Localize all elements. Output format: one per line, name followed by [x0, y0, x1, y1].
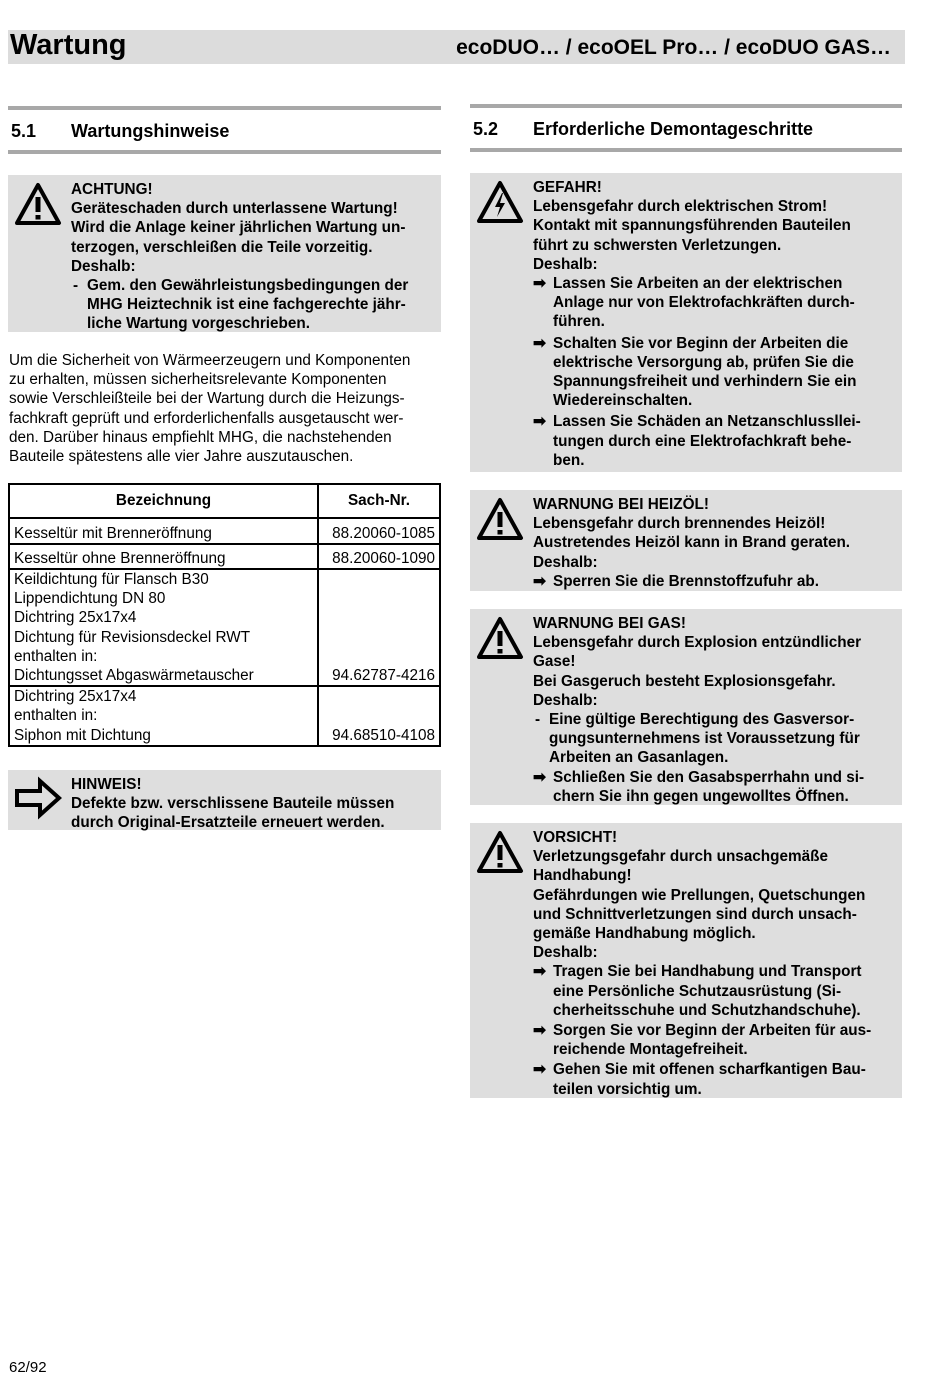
table-row [9, 569, 440, 686]
arrow-bullet-icon: ➡ [533, 1061, 546, 1079]
page-number: 62/92 [9, 1359, 47, 1376]
table-row [9, 518, 440, 544]
notice-text: VORSICHT! Verletzungsgefahr durch unsachgemäße Handhabung! Gefährdungen wie Prellungen, Quetschungen und Schnittverletzungen sind durch unsach- gemäße Handhabung möglich. Deshalb: ➡ Tragen Sie bei Handhabung und Transport eine Persönliche Schutzausrüstung (Si- cherheitsschuhe und Schutzhandschuhe). ➡ Sorgen Sie vor Beginn der Arbeiten für aus- reichende Montagefreiheit. ➡ Gehen Sie mit offenen scharfkantigen Bau- teilen vorsichtig um. [533, 828, 896, 1099]
column-header: Sach-Nr. [318, 484, 440, 518]
gefahr-notice [470, 173, 902, 472]
table-cell-desc: Keildichtung für Flansch B30 Lippendichtung DN 80 Dichtring 25x17x4 Dichtung für Revisionsdeckel RWT enthalten in: Dichtungsset Abgaswärmetauscher [9, 569, 318, 686]
list-item: - Gem. den Gewährleistungsbedingungen der MHG Heiztechnik ist eine fachgerechte jähr- liche Wartung vorgeschrieben. [73, 277, 409, 333]
warning-triangle-icon [476, 497, 524, 541]
intro-paragraph: Um die Sicherheit von Wärmeerzeugern und Komponenten zu erhalten, müssen sicherheitsrelevante Komponenten sowie Verschleißteile bei der Wartung durch die Heizungs- fachkraft geprüft und erforderlichenfalls ausgetauscht wer- den. Darüber hinaus empfiehlt MHG, die nachstehenden Bauteile spätestens alle vier Jahre auszutauschen. [9, 352, 411, 466]
notice-text [71, 180, 435, 334]
hinweis-notice [8, 770, 441, 830]
arrow-bullet-icon: ➡ [533, 768, 546, 786]
page-header [8, 30, 905, 64]
arrow-bullet-icon: ➡ [533, 572, 546, 590]
arrow-bullet-icon: ➡ [533, 963, 546, 981]
notice-line: Wird die Anlage keiner jährlichen Wartung un- [71, 219, 406, 237]
electric-hazard-icon [476, 180, 524, 224]
section-title: Wartungshinweise [71, 121, 230, 141]
vorsicht-notice [470, 823, 902, 1098]
notice-line: terzogen, verschleißen die Teile vorzeitig. [71, 238, 373, 256]
dash-bullet: - [73, 277, 79, 295]
list-item: ➡ Sperren Sie die Brennstoffzufuhr ab. [533, 572, 820, 590]
notice-line: ACHTUNG! [71, 181, 153, 198]
notice-text: WARNUNG BEI GAS! Lebensgefahr durch Explosion entzündlicher Gase! Bei Gasgeruch besteht Explosionsgefahr. Deshalb: - Eine gültige Berechtigung des Gasversor- gungsunternehmens ist Voraussetzung für Arbeiten an Gasanlagen. ➡ Schließen Sie den Gasabsperrhahn und si- chern Sie ihn gegen ungewolltes Öffnen. [533, 614, 896, 806]
notice-text: HINWEIS! Defekte bzw. verschlissene Bauteile müssen durch Original-Ersatzteile erneuert werden. [71, 776, 395, 832]
section-number: 5.2 [473, 119, 499, 139]
table-cell-nr: 94.68510-4108 [318, 686, 440, 746]
list-item: ➡ Tragen Sie bei Handhabung und Transport eine Persönliche Schutzausrüstung (Si- cherheitsschuhe und Schutzhandschuhe). [533, 963, 862, 1019]
product-title: ecoDUO… / ecoOEL Pro… / ecoDUO GAS… [456, 36, 891, 59]
warning-triangle-icon [476, 616, 524, 660]
arrow-bullet-icon: ➡ [533, 1022, 546, 1040]
chapter-title: Wartung [10, 29, 127, 61]
warning-triangle-icon [476, 830, 524, 874]
notice-text: WARNUNG BEI HEIZÖL! Lebensgefahr durch brennendes Heizöl! Austretendes Heizöl kann in Brand geraten. Deshalb: ➡ Sperren Sie die Brennstoffzufuhr ab. [533, 495, 896, 591]
achtung-notice [8, 175, 441, 332]
arrow-bullet-icon: ➡ [533, 334, 546, 352]
section-5-1-heading [8, 106, 441, 154]
list-item: - Eine gültige Berechtigung des Gasversor- gungsunternehmens ist Voraussetzung für Arbeiten an Gasanlagen. [535, 711, 860, 767]
section-5-2-heading [470, 104, 902, 152]
section-title: Erforderliche Demontageschritte [533, 119, 814, 139]
table-cell-nr: 94.62787-4216 [318, 569, 440, 686]
list-item: ➡ Gehen Sie mit offenen scharfkantigen Bau- teilen vorsichtig um. [533, 1061, 866, 1098]
table-header-row [9, 484, 440, 518]
list-item: ➡ Schließen Sie den Gasabsperrhahn und si- chern Sie ihn gegen ungewolltes Öffnen. [533, 768, 865, 805]
table-cell-desc: Dichtring 25x17x4 enthalten in: Siphon mit Dichtung [9, 686, 318, 746]
gas-warning-notice [470, 609, 902, 805]
warning-triangle-icon [14, 182, 62, 226]
table-cell-nr: 88.20060-1085 [318, 518, 440, 544]
list-item: ➡ Schalten Sie vor Beginn der Arbeiten die elektrische Versorgung ab, prüfen Sie die Spannungsfreiheit und verhindern Sie ein Wiedereinschalten. [533, 334, 857, 410]
list-item: ➡ Sorgen Sie vor Beginn der Arbeiten für aus- reichende Montagefreiheit. [533, 1022, 872, 1059]
list-item: ➡ Lassen Sie Arbeiten an der elektrischen Anlage nur von Elektrofachkräften durch- führen. [533, 275, 855, 331]
notice-text: GEFAHR! Lebensgefahr durch elektrischen Strom! Kontakt mit spannungsführenden Bauteilen führt zu schwersten Verletzungen. Deshalb: ➡ Lassen Sie Arbeiten an der elektrischen Anlage nur von Elektrofachkräften durch- führen. ➡ Schalten Sie vor Beginn der Arbeiten die elektrische Versorgung ab, prüfen Sie die Spannungsfreiheit und verhindern Sie ein Wiedereinschalten. ➡ Lassen Sie Schäden an Netzanschlussllei- tungen durch eine Elektrofachkraft behe- ben. [533, 178, 896, 470]
arrow-right-icon [14, 776, 62, 820]
heizoel-warning-notice [470, 490, 902, 591]
table-cell-desc: Kesseltür ohne Brenneröffnung [9, 544, 318, 569]
table-row [9, 544, 440, 569]
arrow-bullet-icon: ➡ [533, 275, 546, 293]
column-header: Bezeichnung [9, 484, 318, 518]
dash-bullet: - [535, 711, 541, 729]
notice-line: Geräteschaden durch unterlassene Wartung! [71, 200, 398, 218]
list-item: ➡ Lassen Sie Schäden an Netzanschlussllei- tungen durch eine Elektrofachkraft behe- ben. [533, 413, 861, 469]
table-cell-nr: 88.20060-1090 [318, 544, 440, 569]
table-row [9, 686, 440, 746]
notice-line: Deshalb: [71, 257, 136, 275]
table-cell-desc: Kesseltür mit Brenneröffnung [9, 518, 318, 544]
section-number: 5.1 [11, 121, 37, 141]
arrow-bullet-icon: ➡ [533, 413, 546, 431]
parts-table [8, 483, 441, 747]
